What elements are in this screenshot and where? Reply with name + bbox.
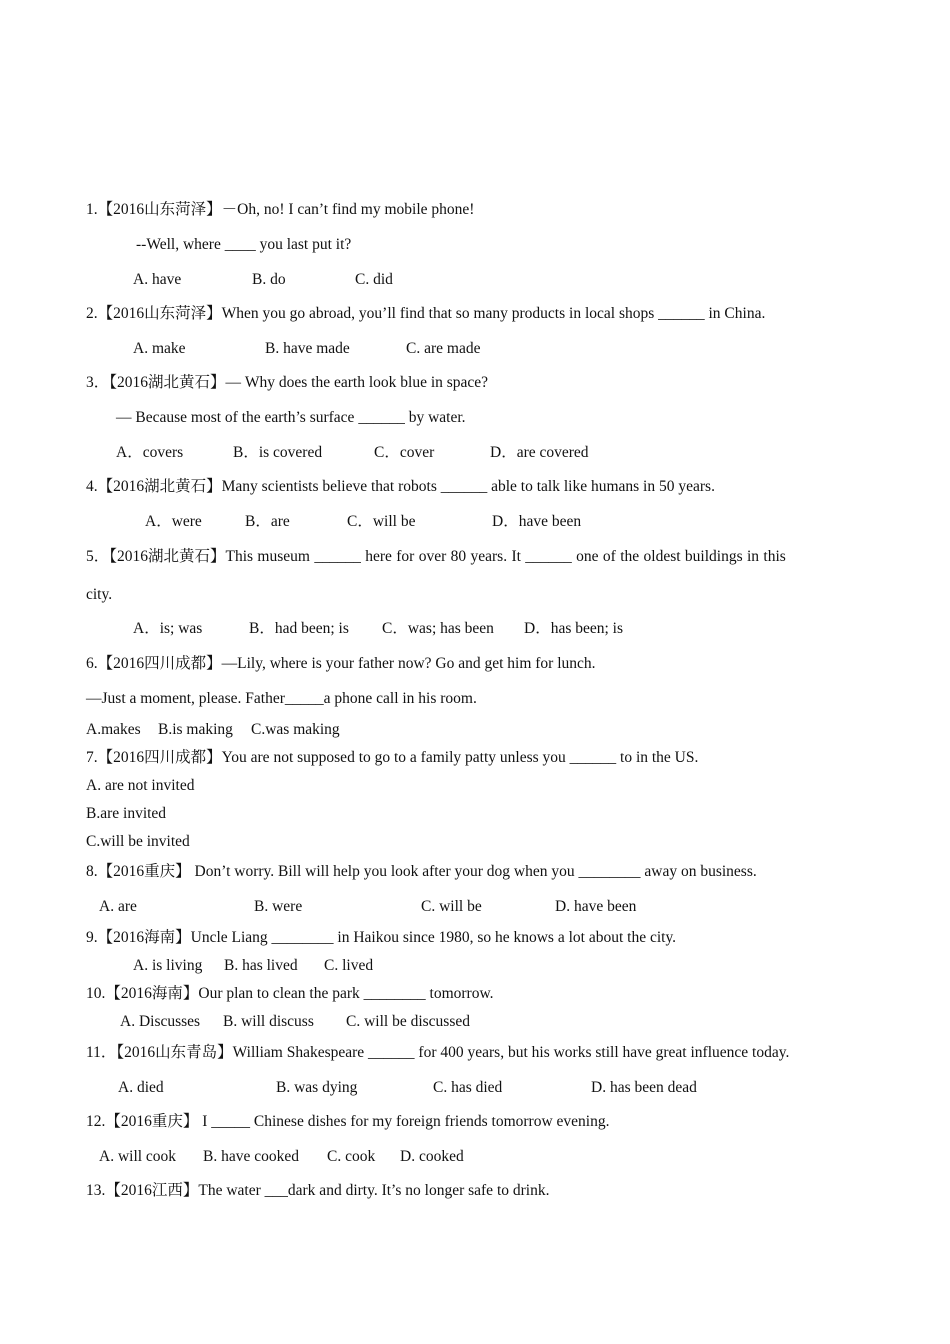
option-a: A. is living (133, 957, 203, 974)
option-b: B. was dying (276, 1079, 358, 1096)
option-c: C．was; has been (382, 620, 494, 637)
option-c: C. cook (327, 1148, 376, 1165)
option-c: C. did (355, 271, 393, 288)
question-9-stem: 9.【2016海南】Uncle Liang ________ in Haikou since 1980, so he knows a lot about the city. (86, 929, 677, 946)
option-d: D．has been; is (524, 620, 624, 637)
option-b: B.is making (158, 721, 233, 738)
question-3-reply: — Because most of the earth’s surface ______ by water. (116, 409, 466, 426)
option-a: A. are (99, 898, 137, 915)
question-5-stem: 5．【2016湖北黄石】This museum ______ here for over 80 years. It ______ one of the oldest buildings in this (86, 548, 786, 565)
option-b: B. has lived (224, 957, 298, 974)
option-b: B. will discuss (223, 1013, 314, 1030)
question-6-stem: 6.【2016四川成都】—Lily, where is your father now? Go and get him for lunch. (86, 655, 596, 672)
option-d: D. has been dead (591, 1079, 697, 1096)
question-5-continuation: city. (86, 586, 113, 603)
option-a: A．covers (116, 444, 184, 461)
option-b: B. have cooked (203, 1148, 299, 1165)
option-a: A. will cook (99, 1148, 177, 1165)
option-b: B.are invited (86, 805, 167, 822)
option-c: C. has died (433, 1079, 503, 1096)
question-4-stem: 4.【2016湖北黄石】Many scientists believe that robots ______ able to talk like humans in 50 years. (86, 478, 715, 495)
option-b: B．are (245, 513, 290, 530)
option-c: C. are made (406, 340, 481, 357)
option-c: C.was making (251, 721, 340, 738)
option-a: A．were (145, 513, 202, 530)
option-a: A. make (133, 340, 186, 357)
option-a: A. Discusses (120, 1013, 201, 1030)
option-b: B. do (252, 271, 286, 288)
option-c: C．will be (347, 513, 416, 530)
question-8-stem: 8.【2016重庆】 Don’t worry. Bill will help you look after your dog when you ________ away on business. (86, 863, 757, 880)
option-a: A. have (133, 271, 182, 288)
option-c: C．cover (374, 444, 435, 461)
question-10-stem: 10.【2016海南】Our plan to clean the park ________ tomorrow. (86, 985, 494, 1002)
question-6-reply: —Just a moment, please. Father_____a phone call in his room. (86, 690, 477, 707)
option-b: B．is covered (233, 444, 323, 461)
question-13-stem: 13.【2016江西】The water ___dark and dirty. It’s no longer safe to drink. (86, 1182, 550, 1199)
option-a: A．is; was (133, 620, 203, 637)
option-c: C. will be discussed (346, 1013, 470, 1030)
question-2-stem: 2.【2016山东菏泽】When you go abroad, you’ll find that so many products in local shops ______ in China. (86, 305, 766, 322)
option-d: D．have been (492, 513, 582, 530)
option-a: A. are not invited (86, 777, 195, 794)
option-b: B. were (254, 898, 303, 915)
question-3-stem: 3．【2016湖北黄石】— Why does the earth look blue in space? (86, 374, 489, 391)
question-1-reply: --Well, where ____ you last put it? (136, 236, 352, 253)
option-c: C.will be invited (86, 833, 190, 850)
option-c: C. will be (421, 898, 482, 915)
option-a: A.makes (86, 721, 141, 738)
question-1-stem: 1.【2016山东菏泽】－Oh, no! I can’t find my mobile phone! (86, 201, 475, 218)
option-b: B. have made (265, 340, 350, 357)
question-12-stem: 12.【2016重庆】 I _____ Chinese dishes for my foreign friends tomorrow evening. (86, 1113, 610, 1130)
question-11-stem: 11．【2016山东青岛】William Shakespeare ______ for 400 years, but his works still have great influence today. (86, 1044, 790, 1061)
option-d: D．are covered (490, 444, 589, 461)
option-c: C. lived (324, 957, 374, 974)
option-a: A. died (118, 1079, 164, 1096)
option-d: D. cooked (400, 1148, 464, 1165)
option-b: B．had been; is (249, 620, 349, 637)
question-7-stem: 7.【2016四川成都】You are not supposed to go to a family patty unless you ______ to in the US. (86, 749, 699, 766)
option-d: D. have been (555, 898, 637, 915)
